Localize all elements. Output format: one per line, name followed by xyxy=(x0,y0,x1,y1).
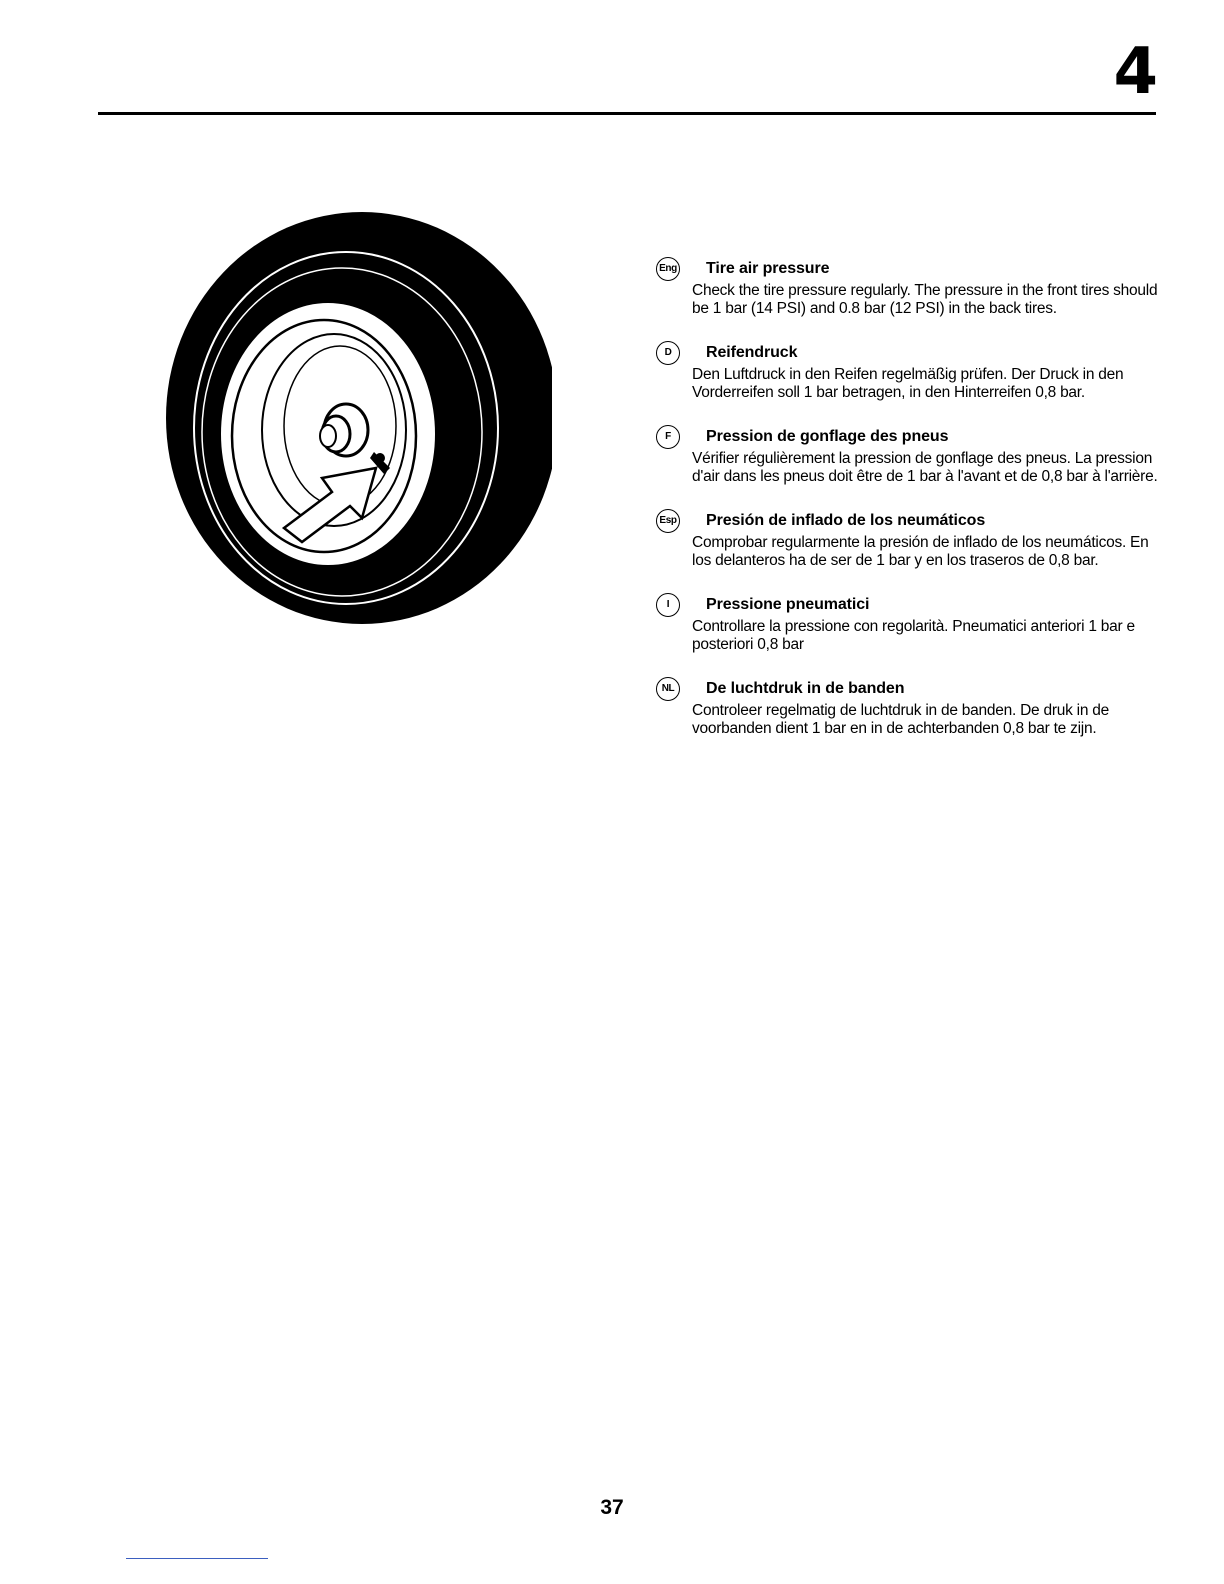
section-body: Vérifier régulièrement la pression de gonflage des pneus. La pression d'air dans les pneus doit être de 1 bar à l'avant et de 0,8 bar à l'arrière. xyxy=(692,450,1158,485)
section-body: Controllare la pressione con regolarità. Pneumatici anteriori 1 bar e posteriori 0,8 bar xyxy=(692,618,1135,653)
section-italian xyxy=(656,592,1166,654)
page-number: 37 xyxy=(600,1496,624,1519)
tire-pressure-sections xyxy=(656,256,1166,760)
section-body: Comprobar regularmente la presión de inflado de los neumáticos. En los delanteros ha de ser de 1 bar y en los traseros de 0,8 bar. xyxy=(692,534,1149,569)
section-german xyxy=(656,340,1166,402)
section-title: De luchtdruk in de banden xyxy=(706,680,905,697)
section-title: Pressione pneumatici xyxy=(706,596,870,613)
section-body: Den Luftdruck in den Reifen regelmäßig prüfen. Der Druck in den Vorderreifen soll 1 bar betragen, in den Hinterreifen 0,8 bar. xyxy=(692,366,1124,401)
section-title: Tire air pressure xyxy=(706,260,830,277)
section-english xyxy=(656,256,1166,318)
language-badge: Eng xyxy=(656,257,680,281)
footer-rule xyxy=(126,1558,268,1559)
chapter-number: 4 xyxy=(1113,35,1158,109)
section-spanish xyxy=(656,508,1166,570)
section-body: Controleer regelmatig de luchtdruk in de banden. De druk in de voorbanden dient 1 bar en in de achterbanden 0,8 bar te zijn. xyxy=(692,702,1110,737)
section-title: Pression de gonflage des pneus xyxy=(706,428,949,445)
section-body: Check the tire pressure regularly. The pressure in the front tires should be 1 bar (14 PSI) and 0.8 bar (12 PSI) in the back tires. xyxy=(692,282,1158,317)
language-badge: F xyxy=(656,425,680,449)
language-badge: Esp xyxy=(656,509,680,533)
section-title: Presión de inflado de los neumáticos xyxy=(706,512,986,529)
header-rule xyxy=(98,112,1156,115)
tire-valve-arrow-icon xyxy=(158,206,552,630)
section-french xyxy=(656,424,1166,486)
section-dutch xyxy=(656,676,1166,738)
language-badge: I xyxy=(656,593,680,617)
language-badge: NL xyxy=(656,677,680,701)
language-badge: D xyxy=(656,341,680,365)
section-title: Reifendruck xyxy=(706,344,798,361)
